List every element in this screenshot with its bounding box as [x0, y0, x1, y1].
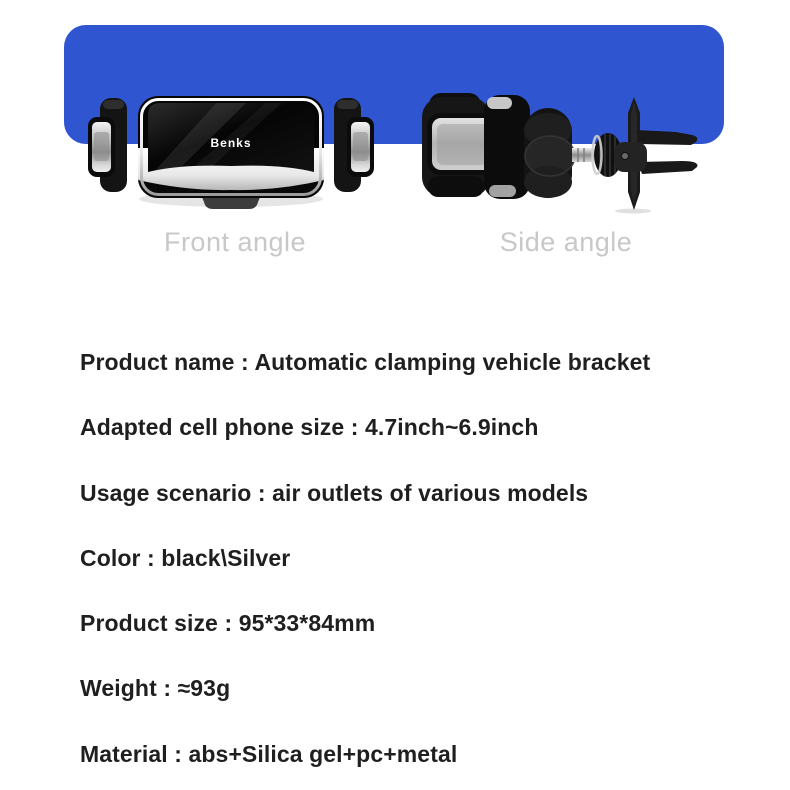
product-specs	[80, 330, 770, 787]
spec-line-product-name: Product name : Automatic clamping vehicle bracket	[80, 349, 651, 375]
pivot-bracket	[484, 95, 530, 199]
front-angle-product-image	[86, 92, 378, 214]
spec-line-weight: Weight : ≈93g	[80, 675, 231, 702]
vent-clip	[614, 97, 697, 210]
ball-joint	[524, 108, 575, 198]
brand-logo-text: Benks	[210, 136, 252, 150]
side-shadow	[615, 209, 651, 214]
side-angle-label: Side angle	[499, 227, 633, 257]
phone-grip-left	[88, 98, 127, 192]
spec-line-color: Color : black\Silver	[80, 544, 291, 571]
spec-line-size: Product size : 95*33*84mm	[80, 610, 376, 637]
spec-line-phone-size: Adapted cell phone size : 4.7inch~6.9inch	[80, 414, 539, 441]
clip-screw	[622, 153, 629, 160]
phone-grip-right	[334, 98, 374, 192]
spec-line-usage: Usage scenario : air outlets of various models	[80, 479, 589, 506]
side-angle-product-image	[420, 92, 710, 214]
holder-body	[138, 96, 324, 198]
front-angle-label: Front angle	[163, 227, 307, 257]
spec-line-material: Material : abs+Silica gel+pc+metal	[80, 740, 458, 767]
